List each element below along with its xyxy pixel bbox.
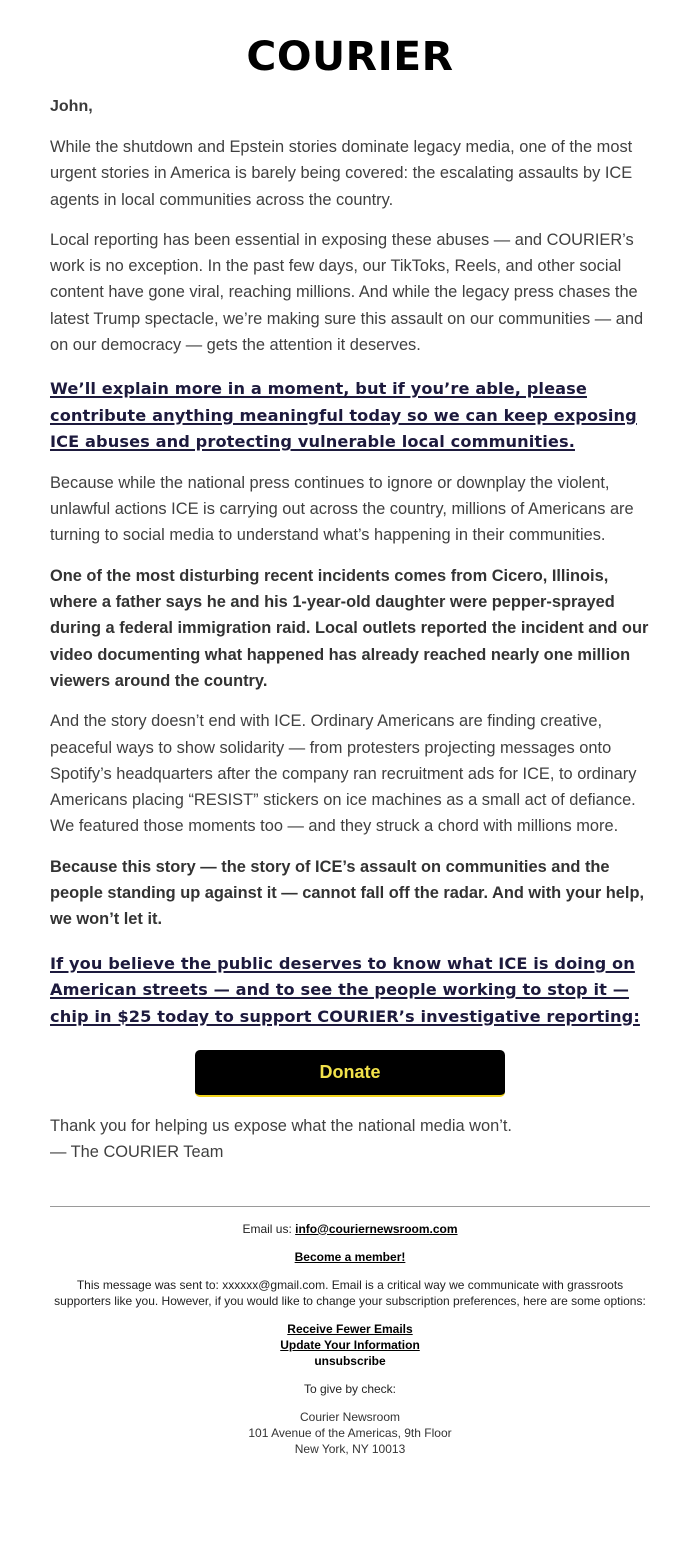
check-label: To give by check: <box>303 1381 397 1396</box>
signature: — The COURIER Team <box>50 1143 224 1162</box>
paragraph-intro: While the shutdown and Epstein stories dominate legacy media, one of the most urgent stories in America is barely being covered: the escalating assaults by ICE agents in local communities across the country. <box>50 138 633 209</box>
greeting: John, <box>50 98 93 115</box>
address-line-3: New York, NY 10013 <box>294 1441 406 1456</box>
footer <box>50 1221 650 1457</box>
footer-email-line <box>50 1221 650 1237</box>
email-container <box>50 0 650 1457</box>
donate-button[interactable]: Donate <box>195 1050 505 1097</box>
paragraph-radar: Because this story — the story of ICE’s assault on communities and the people standing up against it — cannot fall off the radar. And with your help, we won’t let it. <box>50 857 645 929</box>
chip-in-link[interactable]: If you believe the public deserves to know what ICE is doing on American streets — and to see the people working to stop it — chip in $25 today to support COURIER’s investigative reporting: <box>50 953 640 1026</box>
footer-member-line <box>50 1249 650 1265</box>
footer-options <box>50 1321 650 1369</box>
thanks-text: Thank you for helping us expose what the national media won’t. <box>50 1117 512 1136</box>
mailing-address <box>50 1409 650 1457</box>
paragraph-cicero-incident: One of the most disturbing recent incidents comes from Cicero, Illinois, where a father says he and his 1-year-old daughter were pepper-sprayed during a federal immigration raid. Local outlets reported the incident and our video documenting what happened has already reached nearly one million viewers around the country. <box>50 566 649 690</box>
unsubscribe-link[interactable]: unsubscribe <box>314 1353 386 1368</box>
address-line-1: Courier Newsroom <box>299 1409 401 1424</box>
contribute-link[interactable]: We’ll explain more in a moment, but if you’re able, please contribute anything meaningful today so we can keep exposing ICE abuses and protecting vulnerable local communities. <box>50 379 637 452</box>
email-link[interactable]: info@couriernewsroom.com <box>295 1221 458 1236</box>
update-info-link[interactable]: Update Your Information <box>280 1337 420 1352</box>
paragraph-solidarity: And the story doesn’t end with ICE. Ordinary Americans are finding creative, peaceful ways to show solidarity — from protesters projecting messages onto Spotify’s headquarters after the company ran recruitment ads for ICE, to ordinary Americans placing “RESIST” stickers on ice machines as a small act of defiance. We featured those moments too — and they struck a chord with millions more. <box>50 712 637 836</box>
become-member-link[interactable]: Become a member! <box>294 1249 406 1264</box>
courier-logo: COURIER <box>246 34 454 80</box>
signoff <box>50 1113 650 1166</box>
paragraph-local-reporting: Local reporting has been essential in exposing these abuses — and COURIER’s work is no exception. In the past few days, our TikToks, Reels, and other social content have gone viral, reaching millions. And while the legacy press chases the latest Trump spectacle, we’re making sure this assault on our communities — and on our democracy — gets the attention it deserves. <box>50 230 644 355</box>
fewer-emails-link[interactable]: Receive Fewer Emails <box>287 1321 413 1336</box>
address-line-2: 101 Avenue of the Americas, 9th Floor <box>248 1425 452 1440</box>
footer-divider <box>50 1206 650 1207</box>
paragraph-national-press: Because while the national press continues to ignore or downplay the violent, unlawful actions ICE is carrying out across the country, millions of Americans are turning to social media to understand what’s happening in their communities. <box>50 473 634 545</box>
footer-message: This message was sent to: xxxxxx@gmail.com. Email is a critical way we communicate with grassroots supporters like you. However, if you would like to change your subscription preferences, here are some options: <box>54 1277 646 1308</box>
email-prefix: Email us: <box>242 1221 296 1236</box>
